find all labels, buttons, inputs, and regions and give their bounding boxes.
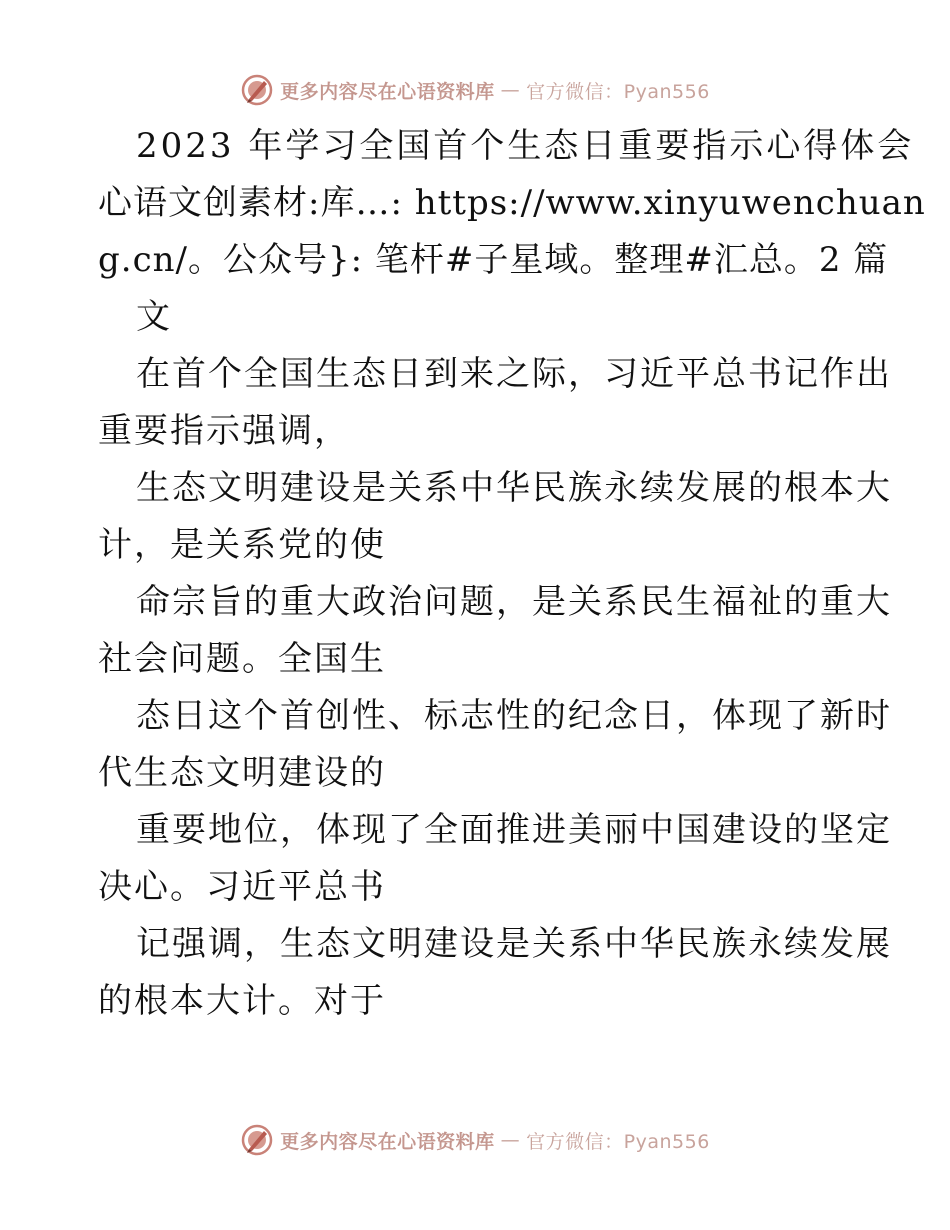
document-title: 2023 年学习全国首个生态日重要指示心得体会 — [136, 126, 915, 166]
paragraph-line: 生态文明建设是关系中华民族永续发展的根本大 — [136, 468, 892, 508]
paragraph-line: 代生态文明建设的 — [98, 753, 386, 793]
paragraph-line: 计，是关系党的使 — [98, 525, 386, 565]
paragraph-line: 重要地位，体现了全面推进美丽中国建设的坚定 — [136, 810, 892, 850]
watermark-dash: — — [500, 1129, 521, 1151]
paragraph-line: 决心。习近平总书 — [98, 867, 386, 907]
paragraph-line: 在首个全国生态日到来之际，习近平总书记作出 — [136, 354, 892, 394]
watermark-text: 更多内容尽在心语资料库 — [280, 80, 495, 103]
paragraph-line: 命宗旨的重大政治问题，是关系民生福祉的重大 — [136, 582, 892, 622]
watermark-text: 更多内容尽在心语资料库 — [280, 1130, 495, 1153]
pen-logo-icon — [240, 1123, 274, 1157]
footer-watermark — [0, 1120, 950, 1160]
source-line-cont: g.cn/。公众号}: 笔杆#子星域。整理#汇总。2 篇 — [98, 240, 889, 280]
watermark-contact: 官方微信：Pyan556 — [526, 1130, 710, 1153]
source-line-end: 文 — [136, 297, 172, 337]
paragraph-line: 重要指示强调， — [98, 411, 350, 451]
source-line: 心语文创素材:库…: https://www.xinyuwenchuan — [98, 183, 926, 223]
paragraph-line: 社会问题。全国生 — [98, 639, 386, 679]
pen-logo-icon — [240, 73, 274, 107]
paragraph-line: 记强调，生态文明建设是关系中华民族永续发展 — [136, 924, 892, 964]
watermark-contact: 官方微信：Pyan556 — [526, 80, 710, 103]
watermark-dash: — — [500, 79, 521, 101]
paragraph-line: 的根本大计。对于 — [98, 981, 386, 1021]
paragraph-line: 态日这个首创性、标志性的纪念日，体现了新时 — [136, 696, 892, 736]
document-body — [98, 118, 926, 1030]
header-watermark — [0, 70, 950, 110]
